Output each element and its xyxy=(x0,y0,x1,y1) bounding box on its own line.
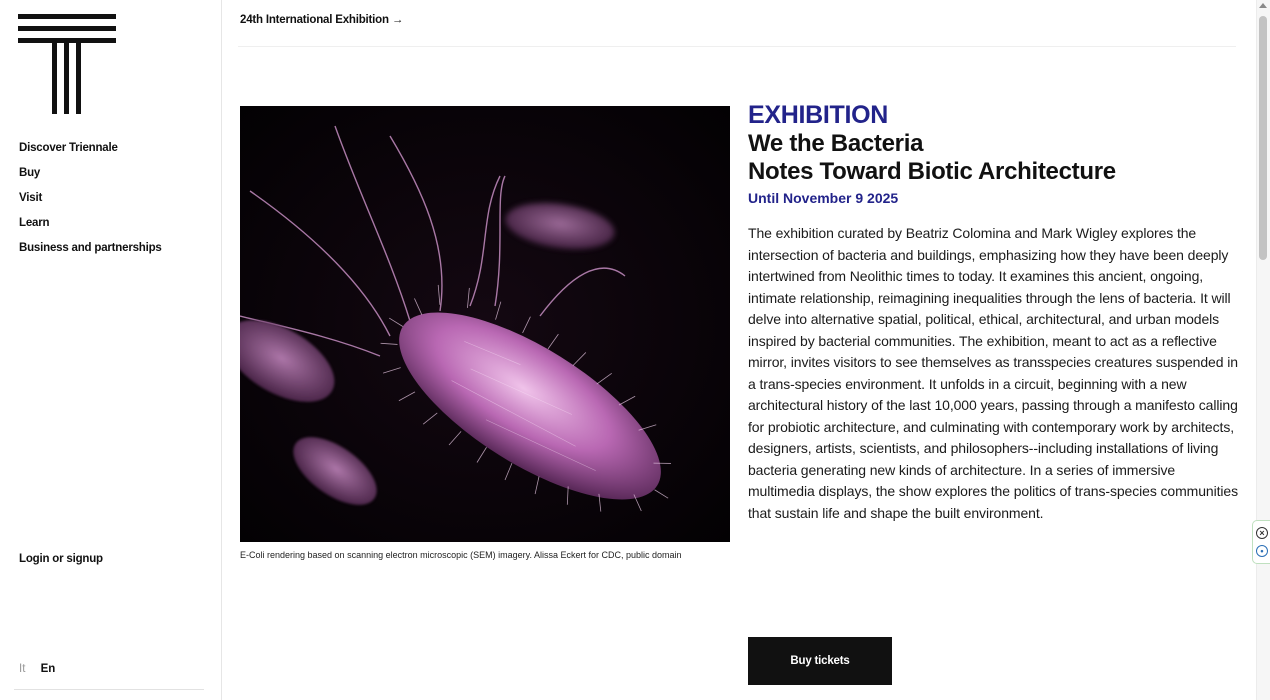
scrollbar-thumb[interactable] xyxy=(1259,16,1267,260)
exhibition-title-line1: We the Bacteria xyxy=(748,130,924,157)
buy-tickets-button[interactable]: Buy tickets xyxy=(748,637,892,685)
exhibition-kicker: EXHIBITION xyxy=(748,101,889,129)
scroll-up-arrow-icon[interactable] xyxy=(1259,3,1267,8)
exhibition-title-line2: Notes Toward Biotic Architecture xyxy=(748,158,1116,185)
nav-item-learn[interactable]: Learn xyxy=(19,217,50,229)
login-signup-link[interactable]: Login or signup xyxy=(19,553,103,565)
image-caption: E-Coli rendering based on scanning electron microscopic (SEM) imagery. Alissa Eckert for CDC, public domain xyxy=(240,550,682,560)
exhibition-info xyxy=(748,100,1238,524)
language-switcher xyxy=(19,663,67,675)
nav-item-buy[interactable]: Buy xyxy=(19,167,41,179)
page-scrollbar[interactable] xyxy=(1256,0,1270,700)
bacteria-illustration xyxy=(240,106,730,542)
sidebar xyxy=(0,0,222,700)
divider xyxy=(14,689,204,690)
language-en[interactable]: En xyxy=(40,663,56,675)
exhibition-description: The exhibition curated by Beatriz Colomina and Mark Wigley explores the intersection of bacteria and buildings, emphasizing how they have been deeply intertwined from Neolithic times to today. It examines this ancient, ongoing, intimate relationship, reimagining inequalities through the lens of bacteria. It will delve into alternative spatial, political, ethical, architectural, and urban models inspired by bacterial communities. The exhibition, meant to act as a reflective mirror, invites visitors to see themselves as transspecies creatures suspended in a trans-species environment. It unfolds in a circuit, beginning with a new architectural history of the last 10,000 years, passing through a manifesto calling for probiotic architecture, and culminating with contemporary work by architects, designers, artists, scientists, and philosophers--including installations of living bacteria generating new kinds of architecture. In a series of immersive multimedia displays, the show explores the politics of trans-species communities that sustain life and shape the built environment. xyxy=(748,225,1238,521)
close-icon[interactable]: × xyxy=(1256,527,1268,539)
triennale-logo[interactable] xyxy=(18,14,116,114)
hero-image xyxy=(240,106,730,542)
language-it[interactable]: It xyxy=(19,663,26,675)
exhibition-dates: Until November 9 2025 xyxy=(748,190,899,206)
info-icon[interactable]: • xyxy=(1256,545,1268,557)
floating-widget xyxy=(1252,520,1270,564)
nav-item-discover-triennale[interactable]: Discover Triennale xyxy=(19,142,118,154)
nav-item-business-partnerships[interactable]: Business and partnerships xyxy=(19,242,162,254)
divider xyxy=(238,46,1236,47)
exhibition-breadcrumb-link[interactable]: 24th International Exhibition → xyxy=(240,14,404,26)
main-nav xyxy=(19,140,162,265)
nav-item-visit[interactable]: Visit xyxy=(19,192,43,204)
